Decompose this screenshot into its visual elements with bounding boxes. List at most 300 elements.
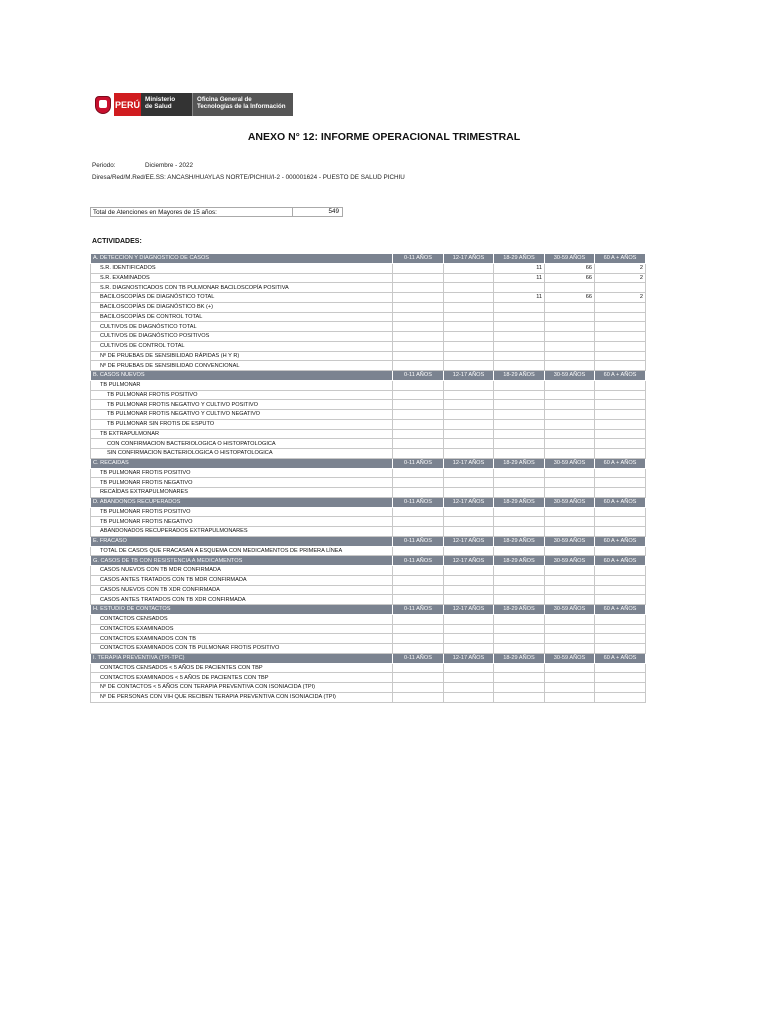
value-cell (444, 341, 494, 351)
row-label: CULTIVOS DE DIAGNÓSTICO TOTAL (91, 322, 393, 332)
value-cell (393, 322, 444, 332)
value-cell (393, 429, 444, 439)
value-cell (494, 312, 545, 322)
value-cell (595, 468, 646, 478)
value-cell (545, 390, 595, 400)
row-label: BACILOSCOPÍAS DE DIAGNÓSTICO BK (+) (91, 302, 393, 312)
row-label: CONTACTOS EXAMINADOS CON TB (91, 634, 393, 644)
value-cell (595, 566, 646, 576)
value-cell (595, 410, 646, 420)
age-column-header: 18-29 AÑOS (494, 536, 545, 546)
value-cell (545, 283, 595, 293)
row-label: SIN CONFIRMACION BACTERIOLOGICA O HISTOPATOLOGICA (91, 449, 393, 459)
age-column-header: 18-29 AÑOS (494, 497, 545, 507)
row-label: TB EXTRAPULMONAR (91, 429, 393, 439)
value-cell (595, 351, 646, 361)
value-cell (393, 419, 444, 429)
value-cell (595, 517, 646, 527)
value-cell (393, 312, 444, 322)
section-header (91, 254, 646, 264)
value-cell (494, 692, 545, 702)
row-label: BACILOSCOPÍAS DE CONTROL TOTAL (91, 312, 393, 322)
value-cell (494, 380, 545, 390)
value-cell (444, 595, 494, 605)
value-cell: 11 (494, 273, 545, 283)
table-row (91, 419, 646, 429)
row-label: TOTAL DE CASOS QUE FRACASAN A ESQUEMA CON MEDICAMENTOS DE PRIMERA LÍNEA (91, 546, 393, 556)
value-cell (595, 634, 646, 644)
value-cell: 66 (545, 293, 595, 303)
minsa-logo (92, 93, 293, 116)
value-cell (393, 673, 444, 683)
row-label: BACILOSCOPÍAS DE DIAGNÓSTICO TOTAL (91, 293, 393, 303)
value-cell: 11 (494, 263, 545, 273)
value-cell (595, 439, 646, 449)
peru-label: PERÚ (114, 93, 141, 116)
section-header (91, 653, 646, 663)
value-cell (494, 634, 545, 644)
row-label: CASOS ANTES TRATADOS CON TB MDR CONFIRMADA (91, 575, 393, 585)
value-cell (444, 400, 494, 410)
value-cell (494, 566, 545, 576)
value-cell (393, 468, 444, 478)
value-cell (393, 302, 444, 312)
value-cell (595, 673, 646, 683)
value-cell (595, 585, 646, 595)
table-row (91, 468, 646, 478)
section-header (91, 556, 646, 566)
value-cell (393, 439, 444, 449)
value-cell (494, 283, 545, 293)
value-cell (393, 692, 444, 702)
value-cell (545, 546, 595, 556)
period-label: Periodo: (92, 162, 116, 169)
value-cell (494, 449, 545, 459)
row-label: ABANDONADOS RECUPERADOS EXTRAPULMONARES (91, 527, 393, 537)
value-cell (545, 663, 595, 673)
facility-line: Diresa/Red/M.Red/EE.SS: ANCASH/HUAYLAS NORTE/PICHIU/I-2 - 000001624 - PUESTO DE SALUD PICHIU (92, 174, 405, 181)
row-label: CONTACTOS EXAMINADOS (91, 624, 393, 634)
value-cell (393, 683, 444, 693)
table-row (91, 585, 646, 595)
row-label: CULTIVOS DE CONTROL TOTAL (91, 341, 393, 351)
age-column-header: 0-11 AÑOS (393, 254, 444, 264)
age-column-header: 12-17 AÑOS (444, 653, 494, 663)
section-header (91, 458, 646, 468)
value-cell (545, 692, 595, 702)
value-cell (545, 332, 595, 342)
office-label: Oficina General de Tecnologías de la Información (192, 93, 293, 116)
age-column-header: 0-11 AÑOS (393, 497, 444, 507)
value-cell (393, 400, 444, 410)
row-label: CASOS NUEVOS CON TB MDR CONFIRMADA (91, 566, 393, 576)
table-row (91, 527, 646, 537)
value-cell (595, 341, 646, 351)
value-cell (545, 595, 595, 605)
row-label: CONTACTOS CENSADOS < 5 AÑOS DE PACIENTES CON TBP (91, 663, 393, 673)
value-cell (444, 410, 494, 420)
value-cell (545, 517, 595, 527)
age-column-header: 18-29 AÑOS (494, 371, 545, 381)
value-cell (595, 419, 646, 429)
age-column-header: 18-29 AÑOS (494, 254, 545, 264)
table-row (91, 322, 646, 332)
value-cell (393, 488, 444, 498)
value-cell (595, 429, 646, 439)
value-cell (595, 332, 646, 342)
value-cell (444, 634, 494, 644)
value-cell (595, 322, 646, 332)
value-cell (494, 332, 545, 342)
row-label: TB PULMONAR FROTIS POSITIVO (91, 507, 393, 517)
row-label: TB PULMONAR FROTIS POSITIVO (91, 390, 393, 400)
section-header (91, 371, 646, 381)
value-cell (393, 644, 444, 654)
table-row (91, 332, 646, 342)
value-cell (545, 351, 595, 361)
table-row (91, 634, 646, 644)
table-row (91, 449, 646, 459)
value-cell (545, 400, 595, 410)
value-cell (393, 634, 444, 644)
value-cell (393, 273, 444, 283)
value-cell (393, 263, 444, 273)
total-attentions-label: Total de Atenciones en Mayores de 15 años: (93, 209, 217, 216)
value-cell (545, 634, 595, 644)
table-row (91, 263, 646, 273)
table-row (91, 429, 646, 439)
age-column-header: 12-17 AÑOS (444, 605, 494, 615)
value-cell (494, 429, 545, 439)
value-cell (444, 644, 494, 654)
value-cell (494, 595, 545, 605)
section-title: G. CASOS DE TB CON RESISTENCIA A MEDICAMENTOS (91, 556, 393, 566)
value-cell (494, 341, 545, 351)
value-cell (494, 585, 545, 595)
value-cell (595, 380, 646, 390)
value-cell (494, 663, 545, 673)
value-cell (595, 302, 646, 312)
value-cell (444, 692, 494, 702)
age-column-header: 30-59 AÑOS (545, 254, 595, 264)
value-cell (494, 322, 545, 332)
row-label: CONTACTOS EXAMINADOS < 5 AÑOS DE PACIENTES CON TBP (91, 673, 393, 683)
value-cell (545, 478, 595, 488)
value-cell (595, 449, 646, 459)
age-column-header: 60 A + AÑOS (595, 497, 646, 507)
row-label: Nº DE PRUEBAS DE SENSIBILIDAD RÁPIDAS (H Y R) (91, 351, 393, 361)
value-cell (494, 624, 545, 634)
value-cell (444, 468, 494, 478)
age-column-header: 12-17 AÑOS (444, 536, 494, 546)
age-column-header: 60 A + AÑOS (595, 653, 646, 663)
row-label: CONTACTOS CENSADOS (91, 614, 393, 624)
age-column-header: 30-59 AÑOS (545, 458, 595, 468)
age-column-header: 60 A + AÑOS (595, 605, 646, 615)
table-row (91, 380, 646, 390)
age-column-header: 12-17 AÑOS (444, 254, 494, 264)
value-cell (393, 624, 444, 634)
age-column-header: 18-29 AÑOS (494, 458, 545, 468)
value-cell: 2 (595, 293, 646, 303)
value-cell (393, 663, 444, 673)
period-value: Diciembre - 2022 (145, 162, 193, 169)
table-row (91, 624, 646, 634)
value-cell (444, 332, 494, 342)
value-cell (393, 341, 444, 351)
age-column-header: 30-59 AÑOS (545, 371, 595, 381)
age-column-header: 12-17 AÑOS (444, 458, 494, 468)
value-cell (545, 439, 595, 449)
value-cell (595, 400, 646, 410)
value-cell (545, 302, 595, 312)
value-cell (393, 527, 444, 537)
value-cell (444, 575, 494, 585)
value-cell (545, 312, 595, 322)
value-cell (444, 614, 494, 624)
value-cell (393, 380, 444, 390)
value-cell (494, 390, 545, 400)
value-cell: 2 (595, 273, 646, 283)
row-label: Nº DE CONTACTOS < 5 AÑOS CON TERAPIA PREVENTIVA CON ISONIACIDA (TPI) (91, 683, 393, 693)
table-row (91, 673, 646, 683)
value-cell (494, 614, 545, 624)
activities-table (90, 253, 646, 703)
value-cell (444, 663, 494, 673)
value-cell (494, 439, 545, 449)
row-label: CULTIVOS DE DIAGNÓSTICO POSITIVOS (91, 332, 393, 342)
table-row (91, 644, 646, 654)
value-cell (494, 673, 545, 683)
row-label: S.R. EXAMINADOS (91, 273, 393, 283)
value-cell (595, 614, 646, 624)
value-cell (545, 322, 595, 332)
value-cell (444, 293, 494, 303)
value-cell (444, 566, 494, 576)
value-cell (545, 566, 595, 576)
value-cell (444, 624, 494, 634)
age-column-header: 0-11 AÑOS (393, 458, 444, 468)
value-cell (595, 312, 646, 322)
value-cell (494, 517, 545, 527)
value-cell (494, 400, 545, 410)
table-row (91, 683, 646, 693)
row-label: TB PULMONAR FROTIS NEGATIVO (91, 517, 393, 527)
table-row (91, 400, 646, 410)
value-cell (595, 546, 646, 556)
value-cell (494, 683, 545, 693)
value-cell (444, 439, 494, 449)
value-cell: 66 (545, 263, 595, 273)
value-cell (444, 429, 494, 439)
value-cell (393, 449, 444, 459)
age-column-header: 18-29 AÑOS (494, 653, 545, 663)
age-column-header: 30-59 AÑOS (545, 605, 595, 615)
row-label: Nº DE PRUEBAS DE SENSIBILIDAD CONVENCIONAL (91, 361, 393, 371)
row-label: TB PULMONAR FROTIS NEGATIVO Y CULTIVO POSITIVO (91, 400, 393, 410)
table-row (91, 273, 646, 283)
age-column-header: 30-59 AÑOS (545, 497, 595, 507)
table-row (91, 390, 646, 400)
value-cell (393, 546, 444, 556)
value-cell (595, 624, 646, 634)
value-cell (545, 624, 595, 634)
value-cell (545, 673, 595, 683)
row-label: S.R. DIAGNOSTICADOS CON TB PULMONAR BACILOSCOPÍA POSITIVA (91, 283, 393, 293)
table-row (91, 312, 646, 322)
value-cell (595, 644, 646, 654)
age-column-header: 12-17 AÑOS (444, 371, 494, 381)
value-cell (494, 644, 545, 654)
row-label: TB PULMONAR SIN FROTIS DE ESPUTO (91, 419, 393, 429)
value-cell (393, 293, 444, 303)
total-attentions-value: 549 (328, 208, 339, 215)
row-label: Nº DE PERSONAS CON VIH QUE RECIBEN TERAPIA PREVENTIVA CON ISONIACIDA (TPI) (91, 692, 393, 702)
table-row (91, 566, 646, 576)
value-cell (393, 595, 444, 605)
value-cell (494, 478, 545, 488)
section-header (91, 497, 646, 507)
row-label: TB PULMONAR (91, 380, 393, 390)
value-cell (595, 361, 646, 371)
row-label: RECAÍDAS EXTRAPULMONARES (91, 488, 393, 498)
section-title: D. ABANDONOS RECUPERADOS (91, 497, 393, 507)
value-cell (545, 575, 595, 585)
row-label: CONTACTOS EXAMINADOS CON TB PULMONAR FROTIS POSITIVO (91, 644, 393, 654)
value-cell (545, 644, 595, 654)
value-cell (444, 312, 494, 322)
value-cell (595, 283, 646, 293)
value-cell (444, 283, 494, 293)
table-row (91, 663, 646, 673)
age-column-header: 0-11 AÑOS (393, 556, 444, 566)
section-title: A. DETECCION Y DIAGNOSTICO DE CASOS (91, 254, 393, 264)
value-cell (494, 361, 545, 371)
value-cell (393, 614, 444, 624)
age-column-header: 30-59 AÑOS (545, 536, 595, 546)
row-label: TB PULMONAR FROTIS POSITIVO (91, 468, 393, 478)
value-cell (595, 527, 646, 537)
value-cell (494, 468, 545, 478)
value-cell (595, 663, 646, 673)
value-cell (494, 575, 545, 585)
table-row (91, 302, 646, 312)
value-cell (444, 478, 494, 488)
section-title: C. RECAIDAS (91, 458, 393, 468)
value-cell (444, 673, 494, 683)
value-cell (545, 683, 595, 693)
value-cell: 2 (595, 263, 646, 273)
value-cell (444, 351, 494, 361)
value-cell (494, 527, 545, 537)
value-cell: 66 (545, 273, 595, 283)
value-cell (545, 429, 595, 439)
value-cell (444, 322, 494, 332)
value-cell (393, 507, 444, 517)
value-cell (545, 410, 595, 420)
table-row (91, 692, 646, 702)
ministry-label: Ministerio de Salud (141, 93, 192, 116)
value-cell (545, 361, 595, 371)
age-column-header: 60 A + AÑOS (595, 536, 646, 546)
peru-crest-icon (92, 93, 114, 116)
value-cell (393, 410, 444, 420)
value-cell (545, 488, 595, 498)
value-cell (494, 410, 545, 420)
age-column-header: 30-59 AÑOS (545, 556, 595, 566)
row-label: TB PULMONAR FROTIS NEGATIVO (91, 478, 393, 488)
page-title: ANEXO N° 12: INFORME OPERACIONAL TRIMESTRAL (247, 131, 521, 143)
value-cell (444, 683, 494, 693)
table-row (91, 341, 646, 351)
value-cell (444, 488, 494, 498)
value-cell (444, 449, 494, 459)
table-row (91, 595, 646, 605)
value-cell (444, 390, 494, 400)
value-cell (393, 283, 444, 293)
value-cell (444, 273, 494, 283)
value-cell (595, 390, 646, 400)
age-column-header: 0-11 AÑOS (393, 536, 444, 546)
section-title: I. TERAPIA PREVENTIVA (TPI-TPC) (91, 653, 393, 663)
value-cell (494, 419, 545, 429)
table-row (91, 546, 646, 556)
table-row (91, 361, 646, 371)
value-cell (444, 585, 494, 595)
value-cell (393, 478, 444, 488)
row-label: CASOS NUEVOS CON TB XDR CONFIRMADA (91, 585, 393, 595)
value-cell (545, 468, 595, 478)
section-title: H. ESTUDIO DE CONTACTOS (91, 605, 393, 615)
value-cell (393, 361, 444, 371)
value-cell (444, 263, 494, 273)
section-title: E. FRACASO (91, 536, 393, 546)
value-cell (545, 380, 595, 390)
table-row (91, 410, 646, 420)
value-cell (393, 351, 444, 361)
value-cell (595, 692, 646, 702)
age-column-header: 12-17 AÑOS (444, 556, 494, 566)
value-cell (545, 449, 595, 459)
value-cell (393, 585, 444, 595)
value-cell: 11 (494, 293, 545, 303)
value-cell (595, 683, 646, 693)
row-label: CON CONFIRMACION BACTERIOLOGICA O HISTOPATOLOGICA (91, 439, 393, 449)
value-cell (494, 351, 545, 361)
section-header (91, 536, 646, 546)
table-row (91, 488, 646, 498)
age-column-header: 18-29 AÑOS (494, 556, 545, 566)
table-row (91, 507, 646, 517)
row-label: TB PULMONAR FROTIS NEGATIVO Y CULTIVO NEGATIVO (91, 410, 393, 420)
age-column-header: 30-59 AÑOS (545, 653, 595, 663)
table-row (91, 351, 646, 361)
age-column-header: 60 A + AÑOS (595, 254, 646, 264)
value-cell (393, 566, 444, 576)
value-cell (393, 390, 444, 400)
section-header (91, 605, 646, 615)
row-label: CASOS ANTES TRATADOS CON TB XDR CONFIRMADA (91, 595, 393, 605)
value-cell (545, 507, 595, 517)
age-column-header: 12-17 AÑOS (444, 497, 494, 507)
value-cell (494, 302, 545, 312)
value-cell (444, 361, 494, 371)
age-column-header: 18-29 AÑOS (494, 605, 545, 615)
value-cell (545, 341, 595, 351)
value-cell (393, 332, 444, 342)
table-row (91, 283, 646, 293)
value-cell (595, 575, 646, 585)
